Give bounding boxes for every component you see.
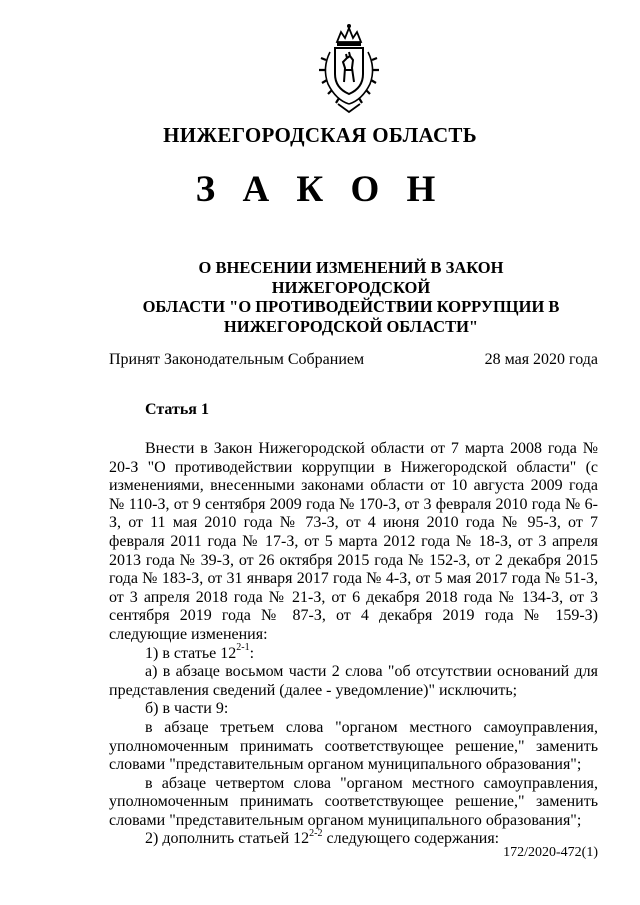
item-1a: а) в абзаце восьмом части 2 слова "об отсутствии оснований для представления сведений (далее - уведомление)" исключить;	[109, 663, 598, 699]
law-title-line: ОБЛАСТИ "О ПРОТИВОДЕЙСТВИИ КОРРУПЦИИ В	[142, 297, 560, 316]
item-1b: б) в части 9:	[145, 700, 229, 718]
region-heading: НИЖЕГОРОДСКАЯ ОБЛАСТЬ	[163, 123, 477, 147]
article-body	[109, 440, 598, 849]
item-1: 1) в статье 12$^{2-1}$:	[145, 642, 255, 662]
adoption-date: 28 мая 2020 года	[484, 351, 598, 368]
item-1b-paragraph-3: в абзаце третьем слова "органом местного самоуправления, уполномоченным принимать соответствующее решение," заменить словами "представительным органом муниципального образования";	[109, 718, 598, 774]
document-number: 172/2020-472(1)	[503, 845, 598, 860]
law-title-line: НИЖЕГОРОДСКОЙ ОБЛАСТИ"	[223, 316, 479, 336]
item-1b-paragraph-4: в абзаце четвертом слова "органом местного самоуправления, уполномоченным принимать соответствующее решение," заменить словами "представительным органом муниципального образования";	[109, 774, 598, 829]
intro-paragraph: Внести в Закон Нижегородской области от 7 марта 2008 года № 20-З "О противодействии коррупции в Нижегородской области" (с изменениями, внесенными законами области от 10 августа 2009 года № 110-З, от 9 сентября 2009 года № 170-З, от 3 февраля 2010 года № 6-З, от 11 мая 2010 года № 73-З, от 4 июня 2010 года № 95-З, от 7 февраля 2011 года № 17-З, от 5 марта 2012 года № 18-З, от 3 апреля 2013 года № 39-З, от 26 октября 2015 года № 152-З, от 2 декабря 2015 года № 183-З, от 31 января 2017 года № 4-З, от 5 мая 2017 года № 51-З, от 3 апреля 2018 года № 21-З, от 6 декабря 2018 года № 134-З, от 3 сентября 2019 года № 87-З, от 4 декабря 2019 года № 159-З) следующие изменения:	[109, 440, 598, 643]
article-heading: Статья 1	[145, 401, 209, 418]
document-type-heading: З А К О Н	[195, 169, 445, 210]
item-2: 2) дополнить статьей 12$^{2-2}$ следующего содержания:	[145, 828, 500, 848]
law-title-line: О ВНЕСЕНИИ ИЗМЕНЕНИЙ В ЗАКОН НИЖЕГОРОДСКОЙ	[198, 258, 504, 297]
law-title	[128, 258, 574, 336]
coat-of-arms-icon	[314, 22, 384, 114]
adoption-label: Принят Законодательным Собранием	[109, 351, 365, 368]
